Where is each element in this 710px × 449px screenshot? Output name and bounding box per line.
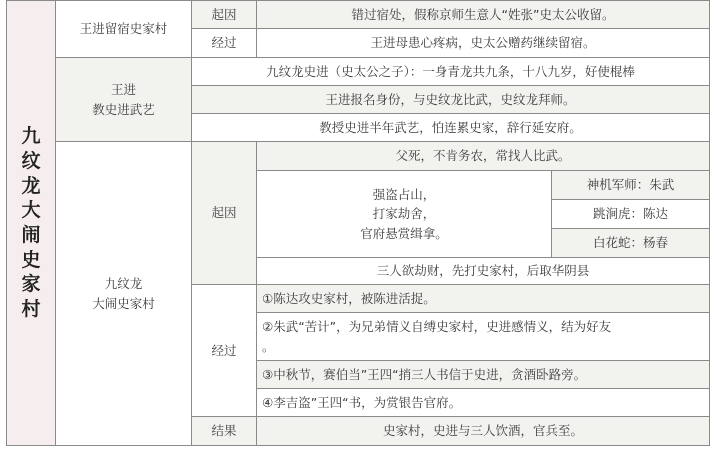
process-row [257,313,710,361]
section1-process-text-content: 王进母患心疼病，史太公赠药继续留宿。 [370,35,596,51]
process-row-1-text: ①陈达攻史家村，被陈进活捉。 [262,290,436,306]
process-row-3-text: ③中秋节，赛伯当”王四“捎三人书信于史进，贪酒卧路旁。 [262,366,587,382]
process-row [257,361,710,389]
section2-row-1 [192,58,710,86]
section2-row-2 [192,86,710,114]
section1-cause-label-text: 起因 [211,6,237,22]
process-row-2-text: ②朱武“苦计”，为兄弟情义自缚史家村，史进感情义，结为好友 [262,319,612,335]
bandit-name-zhuwu: 神机军师：朱武 [586,177,675,193]
section1-process-label-text: 经过 [211,35,237,51]
section1-cause-text-content: 错过宿处，假称京师生意人“姓张”史太公收留。 [351,6,615,22]
section3-father-text: 父死，不肯务农，常找人比武。 [395,148,571,164]
section3-bandits-line2: 打家劫舍， [372,206,436,222]
bandit-name-row [552,229,710,258]
section3-result-text-content: 史家村，史进与三人饮酒，官兵至。 [382,423,583,439]
section3-label-line2: 大闹史家村 [92,295,155,311]
section2-row-2-text: 王进报名身份，与史纹龙比武，史纹龙拜师。 [325,91,576,107]
title-cell [6,0,56,446]
section3-label [56,142,192,446]
section3-cause-label [192,142,257,285]
section3-plan-text: 三人欲劫财，先打史家村，后取华阴县 [376,263,590,279]
section2-label-line1: 王进 [110,82,136,98]
section3-result-label-text: 结果 [211,423,237,439]
section3-result-text [257,417,710,446]
process-row-4-text: ④李吉盗”王四“书，为赏银告官府。 [262,394,462,410]
page-title: 九纹龙大闹史家村 [21,125,41,321]
section3-label-line1: 九纹龙 [104,276,143,292]
section3-bandits-line1: 强盗占山， [372,186,436,202]
process-row-2-wrap: 。 [262,338,275,354]
section2-label [56,58,192,142]
section3-cause-label-text: 起因 [211,205,237,221]
bandit-name-yangchun: 白花蛇：杨春 [592,235,668,251]
section1-process-label [192,29,257,58]
bandit-name-row [552,171,710,200]
section3-plan-row [257,258,710,285]
section1-cause-label [192,0,257,29]
section2-row-3-text: 教授史进半年武艺，怕连累史家，辞行延安府。 [319,119,582,135]
section1-label-text: 王进留宿史家村 [79,21,168,37]
section3-process-label-text: 经过 [211,342,237,358]
bandit-name-row [552,200,710,229]
section3-bandits-cell [257,171,552,258]
process-row [257,389,710,417]
section1-cause-text [257,0,710,29]
section3-bandits-line3: 官府悬赏缉拿。 [360,225,448,241]
section1-process-text [257,29,710,58]
process-row [257,285,710,313]
section3-result-label [192,417,257,446]
section3-process-label [192,285,257,417]
section1-label [56,0,192,58]
section2-row-3 [192,114,710,142]
bandit-name-chenda: 跳涧虎：陈达 [592,206,668,222]
section3-father-row [257,142,710,171]
section2-row-1-text: 九纹龙史进（史太公之子）：一身青龙共九条，十八九岁，好使棍棒 [266,63,635,79]
section2-label-line2: 教史进武艺 [92,101,155,117]
